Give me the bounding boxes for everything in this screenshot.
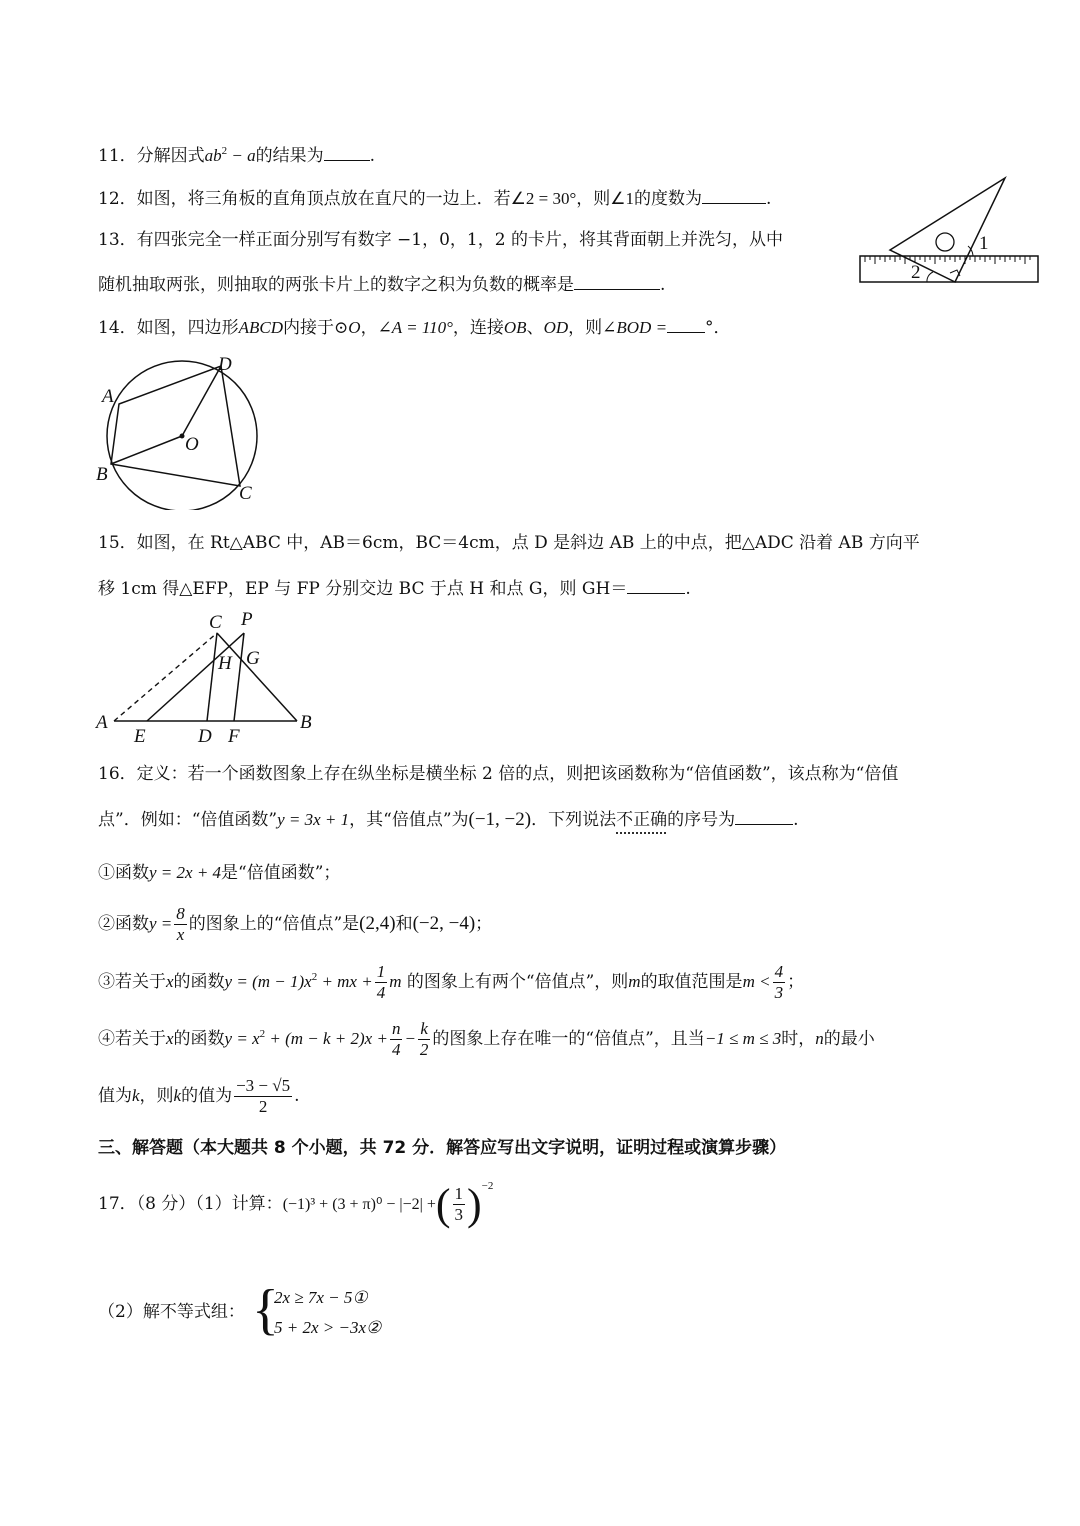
q15-answer-blank[interactable] (627, 575, 685, 594)
q17-exponent: −2 (481, 1180, 494, 1192)
s3-m: m (389, 972, 402, 991)
s1-expr: y = 2x + 4 (149, 863, 222, 882)
fig15-label-f: F (228, 726, 240, 746)
q12-line (98, 185, 771, 211)
q14-angle-bod: ∠BOD = (602, 318, 668, 337)
q17-frac-den: 3 (454, 1205, 463, 1224)
s3-fraction (375, 962, 388, 1003)
s4-text-c: 的图象上存在唯一的“倍值点”，且当 (432, 1029, 705, 1049)
q14-ob: OB (503, 318, 527, 337)
fig14-label-d: D (218, 354, 232, 375)
q13-number: 13． (98, 230, 137, 250)
q17-fraction (453, 1184, 466, 1225)
fig12-label-1: 1 (979, 233, 989, 254)
section3-heading: 三、解答题（本大题共 8 个小题，共 72 分．解答应写出文字说明，证明过程或演算步骤） (98, 1138, 787, 1158)
q16-statement-2 (98, 902, 492, 946)
q15-end: . (685, 579, 691, 599)
s4-sup: 2 (259, 1028, 266, 1040)
fig15-label-h: H (218, 653, 232, 674)
s4-fraction-k (418, 1019, 431, 1060)
s4-text-b: 的函数 (173, 1029, 225, 1049)
s3-range-num: 4 (774, 962, 784, 981)
q13-line2 (98, 271, 665, 297)
s4-text-e: 的最小 (823, 1029, 875, 1049)
s4-answer-num: −3 − √5 (236, 1076, 291, 1095)
q16-line1 (98, 762, 898, 786)
s2-and: 和 (395, 914, 413, 934)
q13-text-line2: 随机抽取两张，则抽取的两张卡片上的数字之积为负数的概率是 (98, 275, 574, 295)
s4-range: −1 ≤ m ≤ 3 (704, 1029, 782, 1048)
s4-answer-den: 2 (258, 1097, 268, 1116)
q17-inequality-1: 2x ≥ 7x − 5① (274, 1288, 368, 1307)
s4-answer-fraction (234, 1076, 292, 1117)
s3-text-a: ③若关于 (98, 972, 166, 992)
q12-text-a: 如图，将三角板的直角顶点放在直尺的一边上．若 (136, 189, 511, 209)
fig14-label-c: C (239, 483, 252, 504)
q12-end: . (766, 189, 772, 209)
s4-expr1: y = x (224, 1029, 260, 1048)
s4-frac-k-num: k (418, 1019, 431, 1040)
q16-number: 16． (98, 764, 137, 784)
q17-right-paren: ) (467, 1180, 482, 1229)
s4-x: x (166, 1029, 174, 1048)
fig12-label-2: 2 (911, 262, 921, 283)
s4-line2-c: 的值为 (181, 1086, 233, 1106)
s4-fraction-n (390, 1019, 403, 1060)
q16-end: . (793, 810, 799, 830)
q15-text-line2: 移 1cm 得△EFP，EP 与 FP 分别交边 BC 于点 H 和点 G，则 GH＝ (98, 579, 628, 599)
s3-lt: m < (742, 972, 771, 991)
fig15-label-e: E (134, 726, 146, 746)
q14-answer-blank[interactable] (667, 314, 705, 333)
s4-end: . (294, 1086, 300, 1106)
s2-text-b: 的图象上的“倍值点”是 (188, 914, 360, 934)
fig15-label-d: D (198, 726, 212, 746)
s3-m2: m (628, 972, 641, 991)
segment-od (182, 366, 221, 436)
q14-text-a: 如图，四边形 (136, 318, 239, 338)
s4-k2: k (173, 1086, 182, 1105)
q11-answer-blank[interactable] (324, 142, 370, 161)
q12-angle1: ∠1 (610, 189, 635, 208)
q16-example-expr: y = 3x + 1 (277, 810, 350, 829)
q16-line2-d: 的序号为 (667, 810, 736, 830)
s3-x: x (166, 972, 174, 991)
s3-range-den: 3 (774, 983, 784, 1002)
s3-frac-den: 4 (376, 983, 386, 1002)
q17-left-paren: ( (435, 1180, 451, 1229)
s4-frac-n-num: n (391, 1019, 401, 1038)
q14-angle-a: ∠A = 110° (377, 318, 453, 337)
center-point (180, 434, 185, 439)
q14-text-c: ， (360, 318, 378, 338)
q13-line1 (98, 228, 783, 252)
q12-text-b: ，则 (576, 189, 611, 209)
q15-text-line1: 如图，在 Rt△ABC 中，AB＝6cm，BC＝4cm，点 D 是斜边 AB 上的中点，把△ADC 沿着 AB 方向平 (136, 533, 920, 553)
ruler-ticks (865, 256, 1030, 264)
s4-n: n (815, 1029, 824, 1048)
q11-suffix: 的结果为 (255, 146, 324, 166)
angle2-arc (927, 272, 933, 282)
s2-point-1: (2,4) (359, 913, 396, 934)
s3-frac-num: 1 (376, 962, 386, 981)
s2-y: y = (149, 914, 173, 933)
q17-frac-num: 1 (454, 1184, 463, 1203)
q16-line2-c: ．下列说法 (531, 810, 617, 830)
s4-text-a: ④若关于 (98, 1029, 166, 1049)
q16-emphasis-incorrect: 不正确 (616, 810, 668, 830)
q14-text-b: 内接于 (283, 318, 335, 338)
s1-text-b: 是“倍值函数”； (221, 863, 341, 883)
figure-q15-triangles (92, 606, 332, 746)
q11-expr-b: − a (227, 146, 256, 165)
figure-q12-ruler-triangle (855, 170, 1045, 290)
q11-expr-sup: 2 (221, 145, 228, 157)
s3-text-e: ； (787, 972, 805, 992)
q13-text-line1: 有四张完全一样正面分别写有数字 −1，0，1，2 的卡片，将其背面朝上并洗匀，从中 (136, 230, 783, 250)
q17-inequality-2: 5 + 2x > −3x② (274, 1318, 382, 1337)
q14-text-e: ，则 (568, 318, 603, 338)
fig15-label-b: B (300, 712, 312, 733)
s2-text-a: ②函数 (98, 914, 149, 934)
q16-statement-4-line1 (98, 1017, 875, 1061)
s3-range-fraction (773, 962, 786, 1003)
fig15-label-a: A (96, 712, 108, 733)
s4-minus: − (404, 1029, 416, 1048)
q17-score: （8 分）（1）计算： (136, 1194, 283, 1214)
quadrilateral-abcd (111, 366, 240, 486)
q14-line (98, 314, 731, 340)
q17-line1 (98, 1180, 493, 1229)
s2-frac-den: x (176, 925, 185, 944)
segment-cd (207, 633, 217, 721)
q16-answer-blank[interactable] (735, 806, 793, 825)
q17-system-brace: { (252, 1279, 279, 1341)
q14-sep: 、 (526, 318, 544, 338)
q16-line2-b: ，其“倍值点”为 (349, 810, 469, 830)
q13-end: . (660, 275, 666, 295)
figure-q14-circle-quadrilateral (92, 350, 272, 510)
q12-answer-blank[interactable] (702, 185, 766, 204)
fig14-label-a: A (102, 386, 114, 407)
s4-line2-a: 值为 (98, 1086, 132, 1106)
s4-frac-n-den: 4 (391, 1040, 401, 1059)
q17-part2: （2）解不等式组： (98, 1302, 245, 1322)
ruler-body (860, 256, 1038, 282)
q11-expr-a: ab (204, 146, 222, 165)
s3-text-c: 的图象上有两个“倍值点”，则 (406, 972, 629, 992)
q13-answer-blank[interactable] (574, 271, 660, 290)
q17-line2 (98, 1300, 245, 1324)
q15-line2 (98, 575, 691, 601)
fig14-label-b: B (96, 464, 108, 485)
fig15-label-p: P (241, 609, 253, 630)
s4-text-d: 时， (781, 1029, 816, 1049)
q12-angle2: ∠2 = 30° (510, 189, 577, 208)
q16-example-point: (−1, −2) (468, 809, 532, 830)
fig14-label-o: O (185, 434, 199, 455)
q15-line1 (98, 531, 920, 555)
q16-statement-1 (98, 861, 340, 885)
q14-text-d: ，连接 (452, 318, 504, 338)
s3-sup: 2 (311, 971, 318, 983)
set-square-triangle (890, 178, 1005, 282)
s2-frac-num: 8 (176, 904, 185, 923)
segment-ac-dashed (114, 633, 217, 721)
set-square-hole (936, 233, 954, 251)
s1-text-a: ①函数 (98, 863, 149, 883)
fig15-label-c: C (209, 612, 222, 633)
q14-od: OD (543, 318, 569, 337)
s3-expr2: + mx + (317, 972, 373, 991)
q15-number: 15． (98, 533, 137, 553)
q11-end: . (369, 146, 376, 166)
q16-line2 (98, 806, 799, 832)
s2-point-2: (−2, −4) (412, 913, 476, 934)
s4-line2-b: ，则 (139, 1086, 174, 1106)
q14-circle-o: ⊙O (334, 318, 361, 337)
segment-ep (147, 633, 244, 721)
q11-number: 11． (98, 146, 137, 166)
segment-pf (234, 633, 244, 721)
q16-statement-3 (98, 960, 804, 1004)
s2-fraction (174, 904, 187, 945)
q14-abcd: ABCD (238, 318, 284, 337)
q16-statement-4-line2 (98, 1074, 300, 1118)
s2-text-c: ； (475, 914, 493, 934)
q16-text-line1: 定义：若一个函数图象上存在纵坐标是横坐标 2 倍的点，则把该函数称为“倍值函数”，该点称为“倍值 (136, 764, 899, 784)
q16-line2-a: 点”．例如：“倍值函数” (98, 810, 278, 830)
s3-expr1: y = (m − 1)x (224, 972, 312, 991)
q14-end: °． (705, 318, 731, 338)
s3-text-d: 的取值范围是 (640, 972, 743, 992)
q11-line (98, 142, 375, 168)
q14-number: 14． (98, 318, 137, 338)
q12-text-c: 的度数为 (634, 189, 703, 209)
fig15-label-g: G (246, 648, 260, 669)
q17-number: 17． (98, 1194, 137, 1214)
s4-k: k (132, 1086, 140, 1105)
s3-text-b: 的函数 (173, 972, 225, 992)
q11-prefix: 分解因式 (136, 146, 205, 166)
segment-ob (111, 436, 182, 464)
q17-expr: (−1)³ + (3 + π)⁰ − |−2| + (282, 1196, 436, 1213)
q12-number: 12． (98, 189, 137, 209)
s4-frac-k-den: 2 (419, 1040, 429, 1059)
s4-expr2: + (m − k + 2)x + (265, 1029, 388, 1048)
